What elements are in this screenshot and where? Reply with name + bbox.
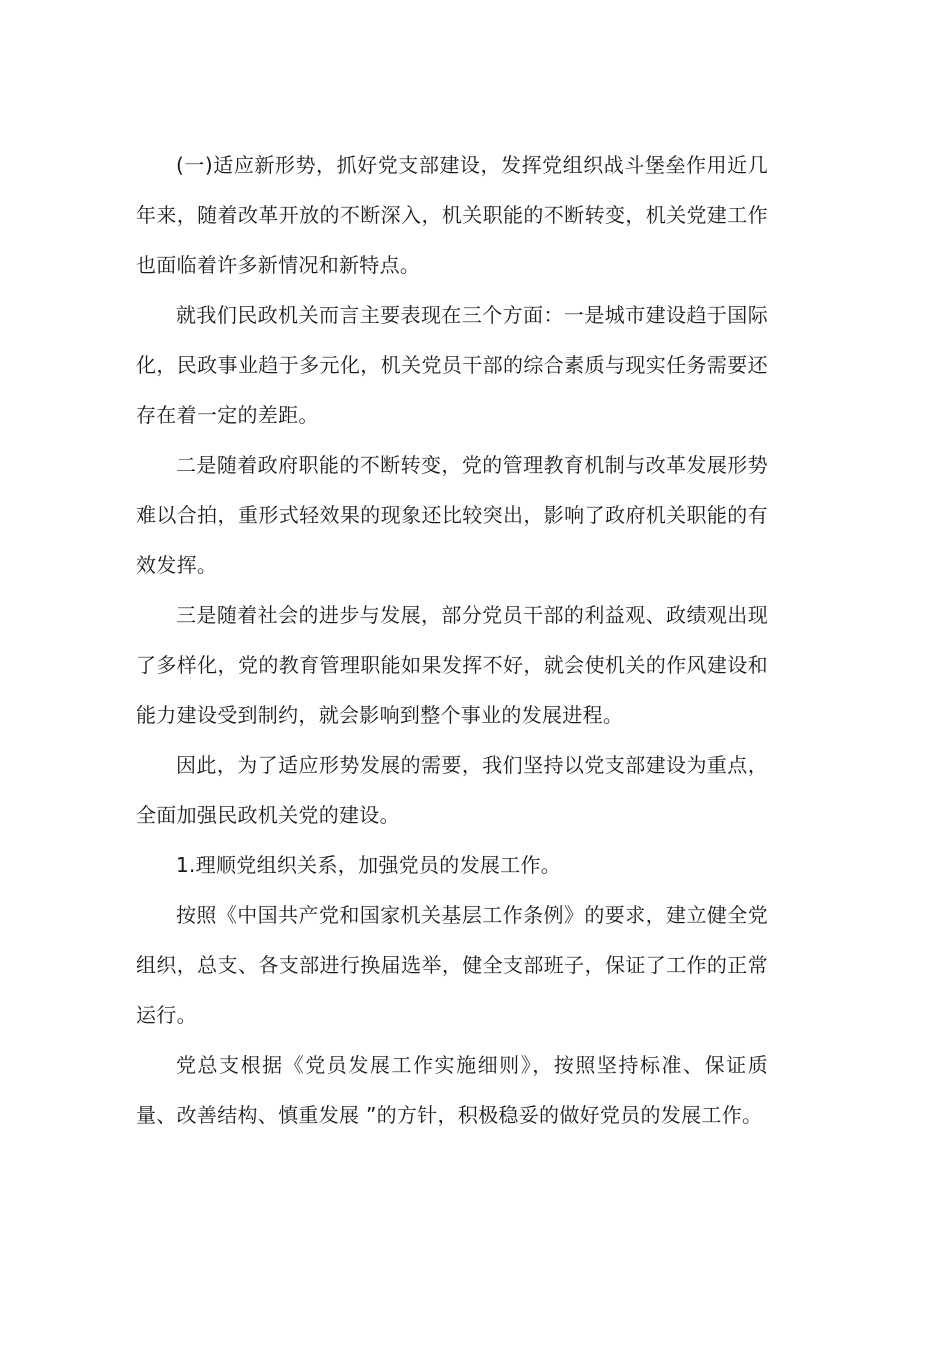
paragraph-7: 按照《中国共产党和国家机关基层工作条例》的要求，建立健全党组织，总支、各支部进行换届选举，健全支部班子，保证了工作的正常运行。 (136, 903, 768, 1027)
paragraph-6: 1.理顺党组织关系，加强党员的发展工作。 (176, 853, 562, 877)
paragraph-2: 就我们民政机关而言主要表现在三个方面：一是城市建设趋于国际化，民政事业趋于多元化，机关党员干部的综合素质与现实任务需要还存在着一定的差距。 (136, 303, 768, 427)
paragraph-8: 党总支根据《党员发展工作实施细则》，按照坚持标准、保证质量、改善结构、慎重发展 ”的方针，积极稳妥的做好党员的发展工作。 (136, 1053, 768, 1127)
paragraph-4: 三是随着社会的进步与发展，部分党员干部的利益观、政绩观出现了多样化，党的教育管理职能如果发挥不好，就会使机关的作风建设和能力建设受到制约，就会影响到整个事业的发展进程。 (136, 603, 768, 727)
paragraph-1: (一)适应新形势，抓好党支部建设，发挥党组织战斗堡垒作用近几年来，随着改革开放的不断深入，机关职能的不断转变，机关党建工作也面临着许多新情况和新特点。 (136, 153, 768, 277)
paragraph-5: 因此，为了适应形势发展的需要，我们坚持以党支部建设为重点，全面加强民政机关党的建设。 (136, 753, 768, 827)
document-body (136, 140, 768, 1140)
paragraph-3: 二是随着政府职能的不断转变，党的管理教育机制与改革发展形势难以合拍，重形式轻效果的现象还比较突出，影响了政府机关职能的有效发挥。 (136, 453, 768, 577)
